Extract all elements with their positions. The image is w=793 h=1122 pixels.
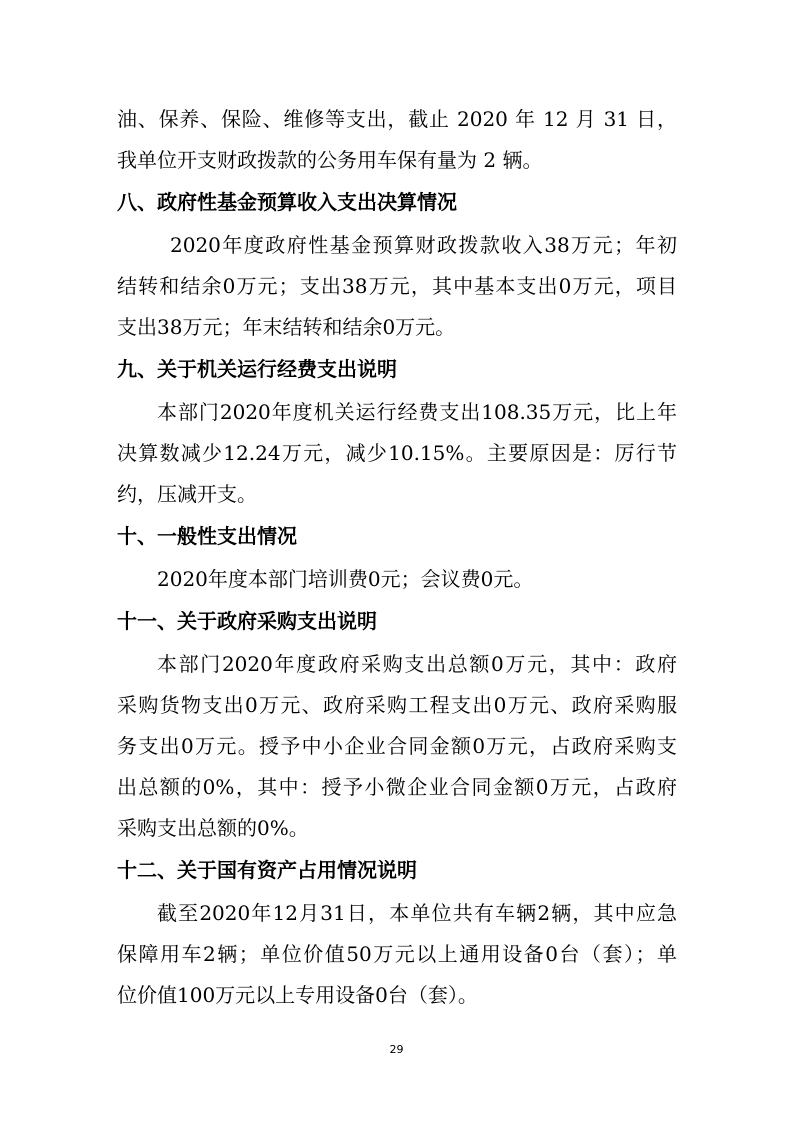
body-line: 本部门2020年度政府采购支出总额0万元，其中：政府 <box>157 652 677 676</box>
section-heading-8: 八、政府性基金预算收入支出决算情况 <box>117 190 457 214</box>
page-number: 29 <box>389 1043 404 1056</box>
body-line: 务支出0万元。授予中小企业合同金额0万元，占政府采购支 <box>117 734 677 758</box>
body-line: 本部门2020年度机关运行经费支出108.35万元，比上年 <box>157 400 677 424</box>
body-line: 支出38万元；年末结转和结余0万元。 <box>117 315 456 339</box>
body-line: 油、保养、保险、维修等支出，截止 2020 年 12 月 31 日， <box>117 107 677 131</box>
body-line: 结转和结余0万元；支出38万元，其中基本支出0万元，项目 <box>117 274 677 298</box>
body-line: 2020年度本部门培训费0元；会议费0元。 <box>157 567 534 591</box>
body-line: 出总额的0%，其中：授予小微企业合同金额0万元，占政府 <box>117 775 677 799</box>
section-heading-12: 十二、关于国有资产占用情况说明 <box>117 858 417 882</box>
body-line: 保障用车2辆；单位价值50万元以上通用设备0台（套）；单 <box>117 942 677 966</box>
body-line: 截至2020年12月31日，本单位共有车辆2辆，其中应急 <box>157 901 677 925</box>
section-heading-11: 十一、关于政府采购支出说明 <box>117 609 377 633</box>
body-line: 约，压减开支。 <box>117 482 257 506</box>
body-line: 位价值100万元以上专用设备0台（套）。 <box>117 983 478 1007</box>
body-line: 采购货物支出0万元、政府采购工程支出0万元、政府采购服 <box>117 693 677 717</box>
body-line: 采购支出总额的0%。 <box>117 816 309 840</box>
body-line: 2020年度政府性基金预算财政拨款收入38万元；年初 <box>170 233 677 257</box>
section-heading-9: 九、关于机关运行经费支出说明 <box>117 357 397 381</box>
body-line: 决算数减少12.24万元，减少10.15%。主要原因是：厉行节 <box>117 441 677 465</box>
body-line: 我单位开支财政拨款的公务用车保有量为 2 辆。 <box>117 148 543 172</box>
section-heading-10: 十、一般性支出情况 <box>117 524 297 548</box>
